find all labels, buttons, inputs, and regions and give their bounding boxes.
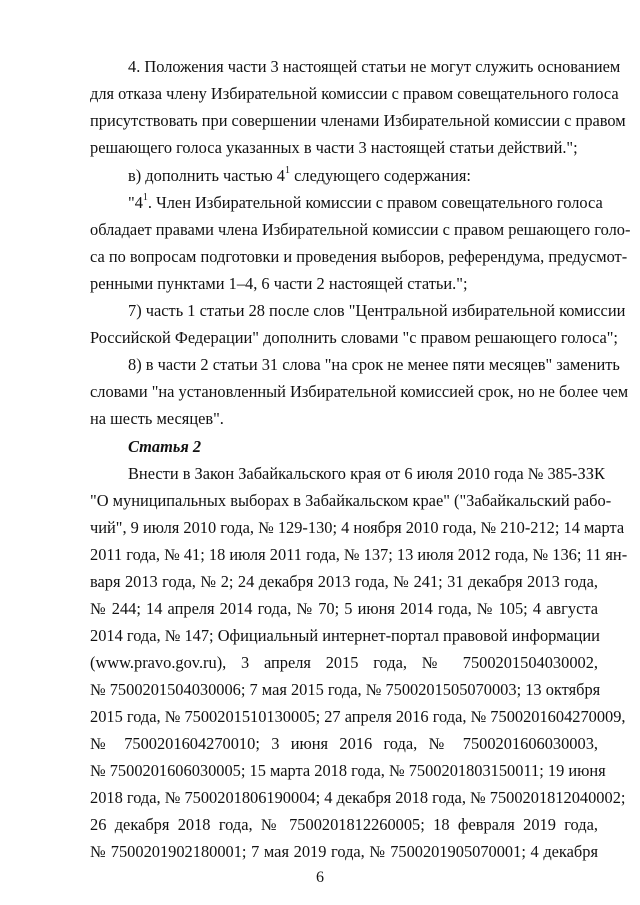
text-fragment: в) дополнить частью 4 [128, 166, 286, 185]
article-heading: Статья 2 [128, 437, 202, 456]
paragraph-line: (www.pravo.gov.ru), 3 апреля 2015 года, № 7500201504030002, [90, 653, 598, 672]
paragraph-line: 4. Положения части 3 настоящей статьи не могут служить основанием [128, 57, 621, 76]
paragraph-line: Внести в Закон Забайкальского края от 6 июля 2010 года № 385-ЗЗК [128, 464, 605, 483]
paragraph-line-with-superscript [128, 166, 471, 186]
paragraph-line: для отказа члену Избирательной комиссии с правом совещательного голоса [90, 84, 619, 103]
paragraph-line: 26 декабря 2018 года, № 7500201812260005; 18 февраля 2019 года, [90, 815, 598, 834]
paragraph-line: са по вопросам подготовки и проведения выборов, референдума, предусмот- [90, 247, 628, 266]
paragraph-line: № 7500201604270010; 3 июня 2016 года, № 7500201606030003, [90, 734, 598, 753]
paragraph-line-with-superscript [128, 191, 603, 213]
text-fragment: "4 [128, 193, 143, 212]
paragraph-line: 2015 года, № 7500201510130005; 27 апреля 2016 года, № 7500201604270009, [90, 707, 626, 726]
paragraph-line: варя 2013 года, № 2; 24 декабря 2013 года, № 241; 31 декабря 2013 года, [90, 572, 598, 591]
paragraph-line: 2018 года, № 7500201806190004; 4 декабря 2018 года, № 7500201812040002; [90, 788, 626, 807]
paragraph-line: чий", 9 июля 2010 года, № 129-130; 4 ноября 2010 года, № 210-212; 14 марта [90, 518, 625, 537]
superscript-mark: 1 [285, 164, 291, 176]
paragraph-line: 2014 года, № 147; Официальный интернет-портал правовой информации [90, 626, 600, 645]
paragraph-line: 2011 года, № 41; 18 июля 2011 года, № 137; 13 июля 2012 года, № 136; 11 ян- [90, 545, 628, 564]
paragraph-line: 8) в части 2 статьи 31 слова "на срок не менее пяти месяцев" заменить [128, 355, 620, 374]
paragraph-line: решающего голоса указанных в части 3 настоящей статьи действий."; [90, 138, 578, 157]
paragraph-line: № 7500201606030005; 15 марта 2018 года, № 7500201803150011; 19 июня [90, 761, 606, 780]
paragraph-line: Российской Федерации" дополнить словами "с правом решающего голоса"; [90, 328, 618, 347]
paragraph-line: словами "на установленный Избирательной комиссией срок, но не более чем [90, 382, 629, 401]
paragraph-line: обладает правами члена Избирательной комиссии с правом решающего голо- [90, 220, 631, 239]
paragraph-line: № 7500201902180001; 7 мая 2019 года, № 7500201905070001; 4 декабря [90, 842, 598, 861]
superscript-mark: 1 [142, 191, 148, 203]
text-fragment: . Член Избирательной комиссии с правом совещательного голоса [147, 193, 603, 212]
page-number: 6 [316, 869, 324, 886]
paragraph-line: на шесть месяцев". [90, 409, 224, 428]
paragraph-line: ренными пунктами 1–4, 6 части 2 настоящей статьи."; [90, 274, 468, 293]
paragraph-line: № 244; 14 апреля 2014 года, № 70; 5 июня 2014 года, № 105; 4 августа [90, 599, 598, 618]
paragraph-line: присутствовать при совершении членами Избирательной комиссии с правом [90, 111, 626, 130]
paragraph-line: 7) часть 1 статьи 28 после слов "Центральной избирательной комиссии [128, 301, 626, 320]
paragraph-line: "О муниципальных выборах в Забайкальском крае" ("Забайкальский рабо- [90, 491, 612, 510]
paragraph-line: № 7500201504030006; 7 мая 2015 года, № 7500201505070003; 13 октября [90, 680, 601, 699]
text-fragment: следующего содержания: [294, 166, 471, 185]
